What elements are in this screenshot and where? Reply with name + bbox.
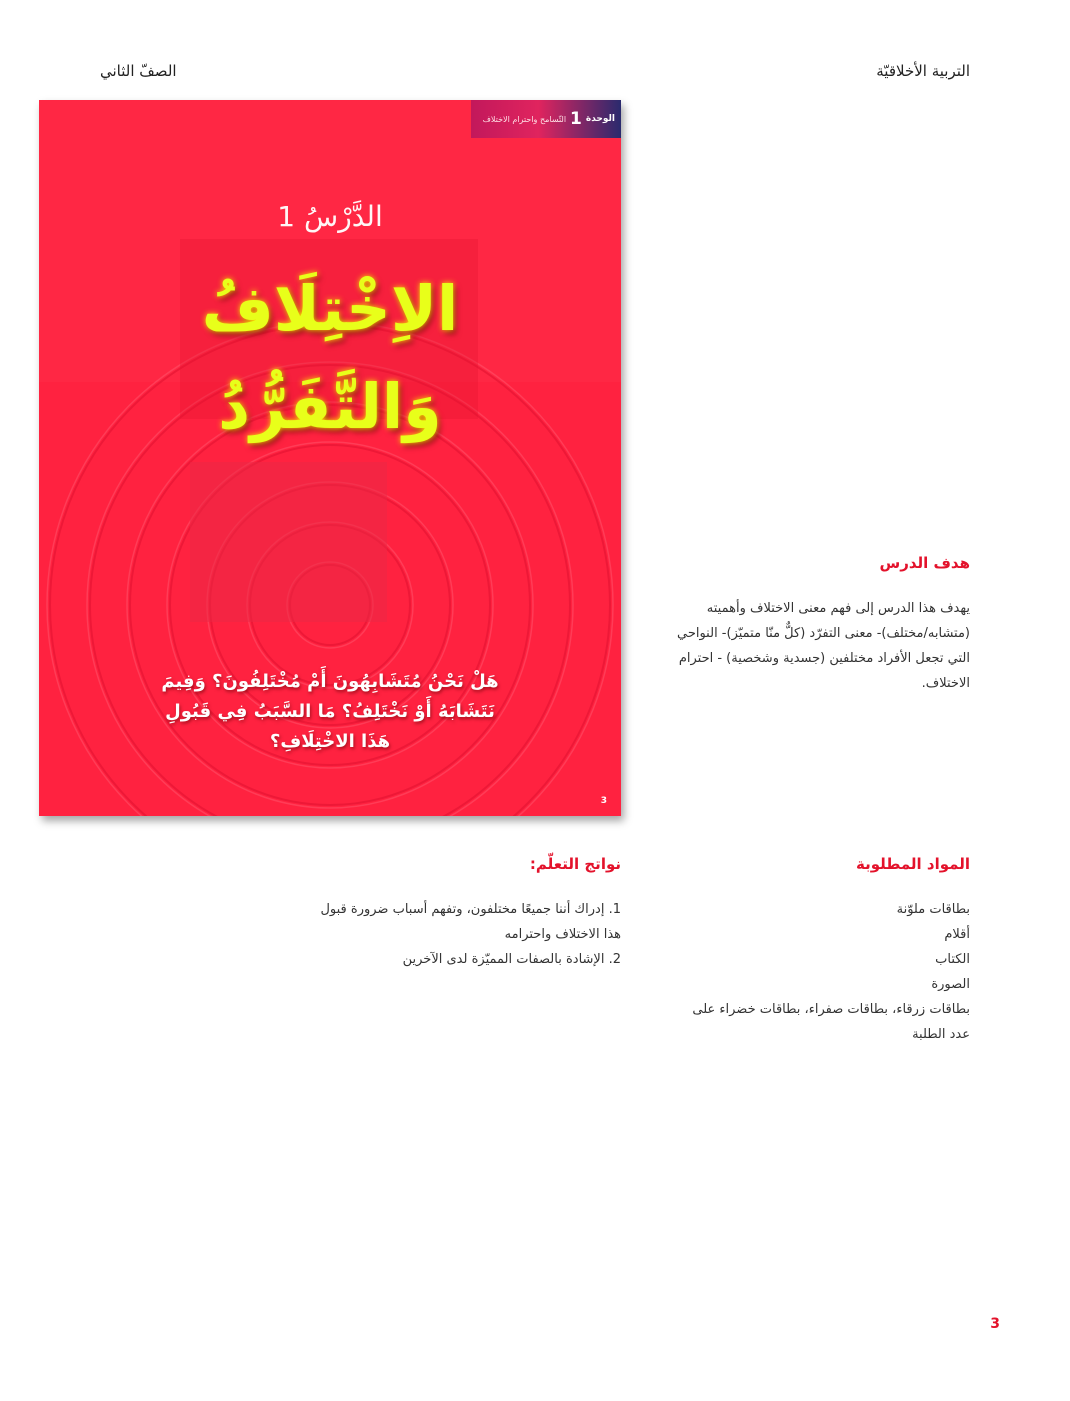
materials-title: المواد المطلوبة — [856, 855, 970, 873]
book-page-preview — [39, 100, 621, 816]
list-item: الصورة — [931, 977, 970, 992]
unit-title: التّسامح واحترام الاختلاف — [482, 114, 567, 124]
unit-tag — [471, 100, 621, 138]
lesson-label: الدَّرْسُ 1 — [277, 200, 383, 233]
page-number: 3 — [990, 1316, 1000, 1332]
materials-list — [670, 897, 970, 1047]
outcomes-list — [311, 897, 621, 972]
list-item: 2. الإشادة بالصفات المميّزة لدى الآخرين — [402, 952, 621, 967]
lesson-question: هَلْ نَحْنُ مُتَشَابِهُونَ أَمْ مُخْتَلِفُونَ؟ وَفِيمَ نَتَشَابَهُ أَوْ نَخْتَلِفُ؟ مَا السَّبَبُ فِي قَبُولِ هَذَا الاخْتِلَافِ؟ — [161, 671, 499, 752]
unit-word: الوحدة — [585, 114, 615, 124]
list-item: أقلام — [944, 927, 970, 942]
subject-header: التربية الأخلاقيّة — [876, 62, 970, 80]
list-item: بطاقات زرقاء، بطاقات صفراء، بطاقات خضراء على عدد الطلبة — [692, 1002, 970, 1042]
photo-placeholder — [190, 462, 387, 622]
lesson-title-line-1: الاِخْتِلَافُ — [201, 272, 459, 345]
grade-header: الصفّ الثاني — [100, 62, 177, 80]
list-item: الكتاب — [935, 952, 970, 967]
book-page-number: 3 — [600, 796, 607, 806]
outcomes-title: نواتج التعلّم: — [529, 855, 621, 873]
objective-title: هدف الدرس — [879, 554, 970, 572]
list-item: 1. إدراك أننا جميعًا مختلفون، وتفهم أسباب ضرورة قبول هذا الاختلاف واحترامه — [320, 902, 621, 942]
unit-number: 1 — [570, 109, 582, 129]
list-item: بطاقات ملوّنة — [896, 902, 970, 917]
objective-text: يهدف هذا الدرس إلى فهم معنى الاختلاف وأهميته (متشابه/مختلف)- معنى التفرّد (كلٌّ منّا متميّز)- النواحي التي تجعل الأفراد مختلفين (جسدية وشخصية) - احترام الاختلاف. — [676, 601, 970, 691]
lesson-title-line-2: وَالتَّفَرُّدُ — [218, 370, 442, 443]
